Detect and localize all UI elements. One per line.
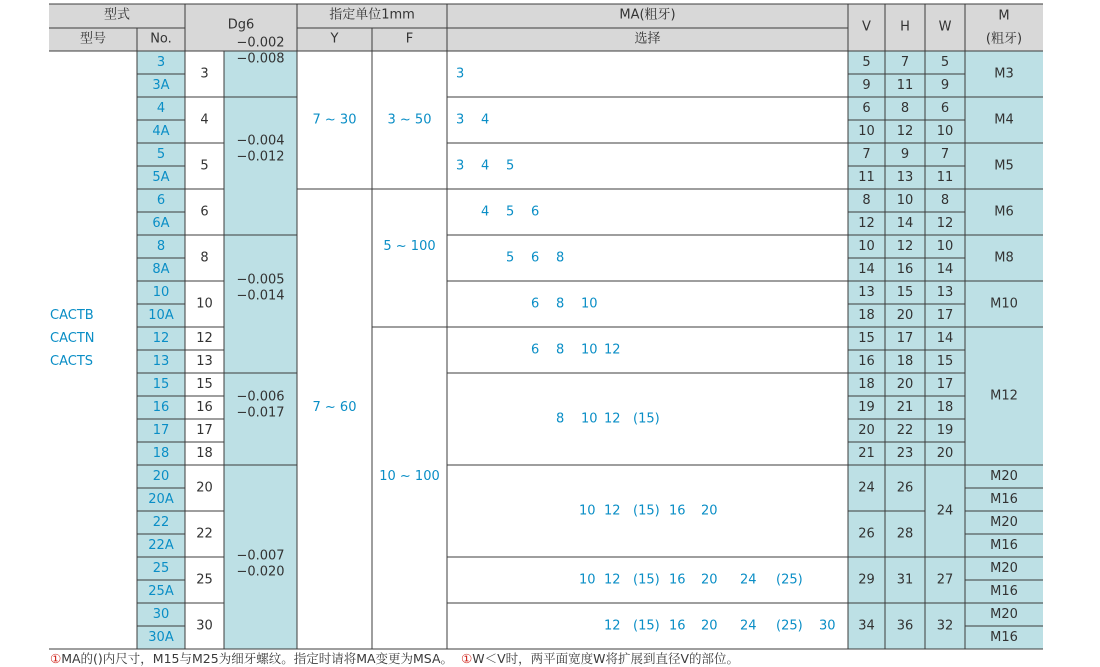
no-cell: 10A [148, 308, 174, 323]
no-cell: 6 [156, 193, 166, 208]
header-unit: 指定单位1mm [329, 7, 415, 23]
dg-value: 12 [196, 331, 213, 346]
ma-option: 20 [701, 618, 718, 634]
w-value: 20 [936, 446, 954, 461]
m-thread: M16 [990, 538, 1018, 553]
header-y: Y [330, 31, 339, 47]
no-cell: 15 [152, 377, 170, 392]
no-cell: 20A [148, 492, 174, 507]
tolerance-lower: −0.012 [236, 149, 285, 165]
header-m: M [998, 8, 1010, 24]
v-value: 21 [858, 446, 875, 461]
ma-option: 10 [581, 411, 598, 427]
w-value: 13 [936, 285, 954, 300]
ma-option: 8 [556, 250, 565, 266]
h-value: 22 [896, 423, 914, 438]
no-cell: 22A [148, 538, 174, 553]
m-thread: M10 [990, 296, 1018, 312]
tolerance-upper: −0.002 [236, 35, 285, 51]
v-value: 7 [862, 147, 871, 162]
model-name: CACTB [50, 308, 94, 323]
ma-option: 24 [740, 618, 757, 634]
h-value: 7 [900, 55, 910, 70]
ma-option: 4 [481, 158, 490, 174]
v-value: 24 [858, 480, 875, 496]
dg-value: 10 [196, 296, 213, 312]
ma-option: 16 [669, 618, 686, 634]
tolerance-upper: −0.004 [236, 133, 285, 149]
header-ma: MA(粗牙) [619, 7, 676, 23]
h-value: 13 [896, 170, 914, 185]
no-cell: 5A [152, 170, 170, 185]
no-cell: 18 [152, 446, 170, 461]
m-thread: M8 [994, 250, 1014, 266]
tolerance-upper: −0.005 [236, 272, 285, 288]
ma-option: 16 [669, 572, 686, 588]
ma-option: (25) [776, 572, 803, 588]
h-value: 10 [896, 193, 914, 208]
m-thread: M20 [990, 515, 1018, 530]
header-dg6: Dg6 [227, 17, 255, 33]
m-thread: M20 [990, 561, 1018, 576]
ma-option: (25) [776, 618, 803, 634]
tolerance-lower: −0.020 [236, 564, 285, 580]
ma-option: 5 [506, 158, 515, 174]
w-value: 27 [936, 572, 954, 588]
h-value: 31 [896, 572, 914, 588]
no-cell: 5 [156, 147, 166, 162]
h-value: 20 [896, 377, 914, 392]
model-name: CACTN [50, 331, 95, 346]
m-thread: M12 [990, 388, 1018, 404]
no-cell: 16 [152, 400, 170, 415]
m-thread: M20 [990, 607, 1018, 622]
footnote-text-2: W＜V时，两平面宽度W将扩展到直径V的部位。 [472, 651, 740, 666]
w-value: 14 [936, 331, 954, 346]
ma-option: (15) [633, 503, 660, 519]
dg-value: 17 [196, 423, 213, 438]
v-value: 6 [862, 101, 871, 116]
dg-value: 16 [196, 400, 213, 415]
m-thread: M5 [994, 158, 1014, 174]
no-cell: 17 [152, 423, 170, 438]
v-value: 10 [858, 239, 875, 254]
ma-option: 5 [506, 250, 515, 266]
ma-option: 10 [581, 342, 598, 358]
h-value: 18 [896, 354, 914, 369]
ma-option: 3 [456, 158, 465, 174]
h-value: 17 [896, 331, 914, 346]
ma-option: 4 [481, 204, 490, 220]
tolerance-upper: −0.006 [236, 389, 285, 405]
w-value: 6 [940, 101, 950, 116]
v-value: 18 [858, 377, 875, 392]
v-value: 14 [858, 262, 875, 277]
ma-option: 5 [506, 204, 515, 220]
dg-value: 22 [196, 526, 213, 542]
y-range: 7 ~ 30 [312, 112, 357, 128]
footnote-mark-icon: ① [50, 651, 62, 666]
ma-option: 10 [579, 572, 596, 588]
ma-option: 20 [701, 503, 718, 519]
no-cell: 30 [152, 607, 170, 622]
h-value: 28 [896, 526, 914, 542]
ma-option: 8 [556, 296, 565, 312]
h-value: 21 [896, 400, 914, 415]
w-value: 15 [936, 354, 954, 369]
h-value: 16 [896, 262, 914, 277]
h-value: 9 [900, 147, 910, 162]
ma-option: (15) [633, 618, 660, 634]
h-value: 11 [896, 78, 914, 93]
no-cell: 20 [152, 469, 170, 484]
v-value: 20 [858, 423, 875, 438]
dg-value: 6 [200, 204, 209, 220]
dg-value: 25 [196, 572, 213, 588]
h-value: 15 [896, 285, 914, 300]
no-cell: 25 [152, 561, 170, 576]
no-cell: 4 [156, 101, 166, 116]
header-model: 型号 [79, 31, 107, 47]
ma-option: 12 [604, 342, 621, 358]
w-value: 32 [936, 618, 954, 634]
m-thread: M3 [994, 66, 1014, 82]
ma-option: 8 [556, 342, 565, 358]
header-v: V [862, 19, 871, 35]
v-value: 29 [858, 572, 875, 588]
no-cell: 3 [156, 55, 166, 70]
v-value: 18 [858, 308, 875, 323]
m-thread: M16 [990, 584, 1018, 599]
tolerance-lower: −0.008 [236, 51, 285, 67]
ma-option: 6 [531, 204, 540, 220]
w-value: 14 [936, 262, 954, 277]
w-value: 10 [936, 239, 954, 254]
header-choose: 选择 [634, 31, 661, 47]
ma-option: 3 [456, 112, 465, 128]
no-cell: 4A [152, 124, 170, 139]
v-value: 16 [858, 354, 875, 369]
tolerance-lower: −0.014 [236, 288, 285, 304]
ma-option: 6 [531, 250, 540, 266]
no-cell: 8A [152, 262, 170, 277]
dg-value: 13 [196, 354, 213, 369]
ma-option: 3 [456, 66, 465, 82]
w-value: 17 [936, 377, 954, 392]
ma-option: 10 [579, 503, 596, 519]
y-range: 7 ~ 60 [312, 400, 357, 415]
h-value: 12 [896, 239, 914, 254]
ma-option: 6 [531, 342, 540, 358]
w-value: 11 [936, 170, 954, 185]
ma-option: 12 [604, 572, 621, 588]
m-thread: M4 [994, 112, 1014, 128]
ma-option: 20 [701, 572, 718, 588]
v-value: 10 [858, 124, 875, 139]
ma-option: 12 [604, 411, 621, 427]
m-column-background [965, 51, 1043, 649]
m-thread: M20 [990, 469, 1018, 484]
v-value: 5 [862, 55, 871, 70]
v-value: 13 [858, 285, 875, 300]
ma-option: 24 [740, 572, 757, 588]
ma-option: 30 [819, 618, 836, 634]
m-thread: M6 [994, 204, 1014, 220]
tolerance-upper: −0.007 [236, 548, 285, 564]
dg-value: 18 [196, 446, 213, 461]
no-cell: 8 [156, 239, 166, 254]
dg-value: 8 [200, 250, 209, 266]
h-value: 12 [896, 124, 914, 139]
ma-option: 8 [556, 411, 565, 427]
w-value: 8 [940, 193, 950, 208]
ma-option: 16 [669, 503, 686, 519]
h-value: 8 [900, 101, 910, 116]
header-f: F [405, 31, 414, 47]
w-value: 10 [936, 124, 954, 139]
dg-value: 3 [200, 66, 209, 82]
dg-value: 20 [196, 480, 213, 496]
ma-option: (15) [633, 411, 660, 427]
v-value: 19 [858, 400, 875, 415]
v-value: 15 [858, 331, 875, 346]
header-w: W [938, 19, 952, 35]
ma-option: 10 [581, 296, 598, 312]
m-thread: M16 [990, 492, 1018, 507]
ma-option: 4 [481, 112, 490, 128]
w-value: 12 [936, 216, 954, 231]
h-value: 23 [896, 446, 914, 461]
header-no: No. [150, 31, 172, 47]
ma-option: (15) [633, 572, 660, 588]
dg-value: 5 [200, 158, 209, 174]
w-value: 24 [936, 503, 954, 519]
header-h: H [900, 19, 910, 35]
tolerance-lower: −0.017 [236, 405, 285, 421]
no-cell: 13 [152, 354, 170, 369]
h-value: 26 [896, 480, 914, 496]
f-range: 5 ~ 100 [383, 239, 436, 254]
dg-value: 15 [196, 377, 213, 392]
no-cell: 6A [152, 216, 170, 231]
header-m-sub: (粗牙) [985, 31, 1023, 47]
dg-value: 4 [200, 112, 209, 128]
v-value: 34 [858, 618, 875, 634]
f-range: 3 ~ 50 [387, 112, 432, 128]
no-cell: 22 [152, 515, 170, 530]
model-name: CACTS [50, 354, 94, 369]
v-value: 26 [858, 526, 875, 542]
no-cell: 12 [152, 331, 170, 346]
no-cell: 3A [152, 78, 170, 93]
no-cell: 10 [152, 285, 170, 300]
v-value: 8 [862, 193, 871, 208]
w-value: 18 [936, 400, 954, 415]
m-thread: M16 [990, 630, 1018, 645]
w-value: 5 [940, 55, 950, 70]
w-value: 7 [940, 147, 950, 162]
w-value: 17 [936, 308, 954, 323]
footnote-text-1: MA的()内尺寸，M15与M25为细牙螺纹。指定时请将MA变更为MSA。 [61, 651, 454, 666]
no-cell: 25A [148, 584, 174, 599]
dg-value: 30 [196, 618, 213, 634]
footnote [50, 649, 739, 667]
h-value: 36 [896, 618, 914, 634]
f-range: 10 ~ 100 [379, 469, 440, 484]
ma-option: 6 [531, 296, 540, 312]
header-type: 型式 [103, 7, 131, 23]
w-value: 9 [940, 78, 950, 93]
footnote-mark-icon: ① [460, 651, 473, 666]
h-value: 14 [896, 216, 914, 231]
v-value: 11 [858, 170, 875, 185]
v-value: 12 [858, 216, 875, 231]
no-cell: 30A [148, 630, 174, 645]
ma-option: 12 [604, 503, 621, 519]
h-value: 20 [896, 308, 914, 323]
v-value: 9 [862, 78, 871, 93]
ma-option: 12 [604, 618, 621, 634]
w-value: 19 [936, 423, 954, 438]
